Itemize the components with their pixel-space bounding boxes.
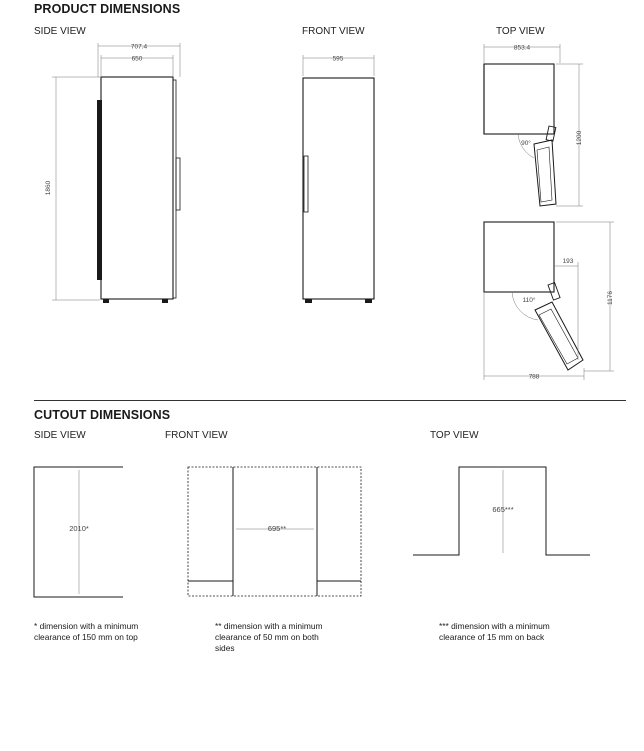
cutout-front-view-label: FRONT VIEW — [165, 430, 228, 441]
front-body-outline — [303, 78, 374, 299]
cutout-depth-dim: 665*** — [492, 505, 514, 514]
top-width-dim: 853.4 — [513, 44, 531, 52]
front-foot-right — [365, 299, 372, 303]
side-back-coil — [97, 100, 102, 280]
front-handle — [304, 156, 308, 212]
product-side-view-label: SIDE VIEW — [34, 26, 86, 37]
product-top-view-90-drawing — [484, 44, 583, 206]
top110-body — [484, 222, 554, 292]
side-height-dim: 1860 — [45, 180, 52, 196]
product-front-view-label: FRONT VIEW — [302, 26, 365, 37]
product-top-view-110-drawing — [484, 222, 614, 380]
side-foot-back — [103, 299, 109, 303]
product-front-view-drawing — [303, 55, 374, 303]
top-depth-90-dim: 1200 — [576, 130, 583, 146]
cutout-width-dim: 695** — [267, 524, 287, 533]
top90-body — [484, 64, 554, 134]
cutout-top-note: *** dimension with a minimum clearance of 15 mm on back — [439, 621, 550, 642]
cutout-top-view-label: TOP VIEW — [430, 430, 479, 441]
side-handle — [176, 158, 180, 210]
top-depth-110-dim: 1176 — [607, 291, 614, 305]
top-angle-110-label: 110° — [522, 297, 536, 304]
side-depth-door-dim: 707.4 — [130, 43, 148, 51]
top-width-110-dim: 788 — [528, 373, 540, 381]
front-width-dim: 595 — [332, 55, 344, 63]
product-side-view-drawing — [52, 43, 180, 303]
top110-door — [535, 302, 583, 370]
side-foot-front — [162, 299, 168, 303]
top-door-offset-dim: 193 — [562, 258, 574, 265]
cutout-side-view-label: SIDE VIEW — [34, 430, 86, 441]
top-angle-90-label: 90° — [521, 140, 531, 147]
cutout-side-note: * dimension with a minimum clearance of 150 mm on top — [34, 621, 139, 642]
cutout-dimensions-title: CUTOUT DIMENSIONS — [34, 408, 171, 422]
product-top-view-label: TOP VIEW — [496, 26, 545, 37]
front-foot-left — [305, 299, 312, 303]
cutout-height-dim: 2010* — [69, 524, 89, 533]
product-dimensions-title: PRODUCT DIMENSIONS — [34, 2, 181, 16]
side-depth-body-dim: 650 — [131, 55, 143, 63]
cutout-front-note: ** dimension with a minimum clearance of 50 mm on both sides — [215, 621, 323, 653]
side-body-outline — [101, 77, 173, 299]
